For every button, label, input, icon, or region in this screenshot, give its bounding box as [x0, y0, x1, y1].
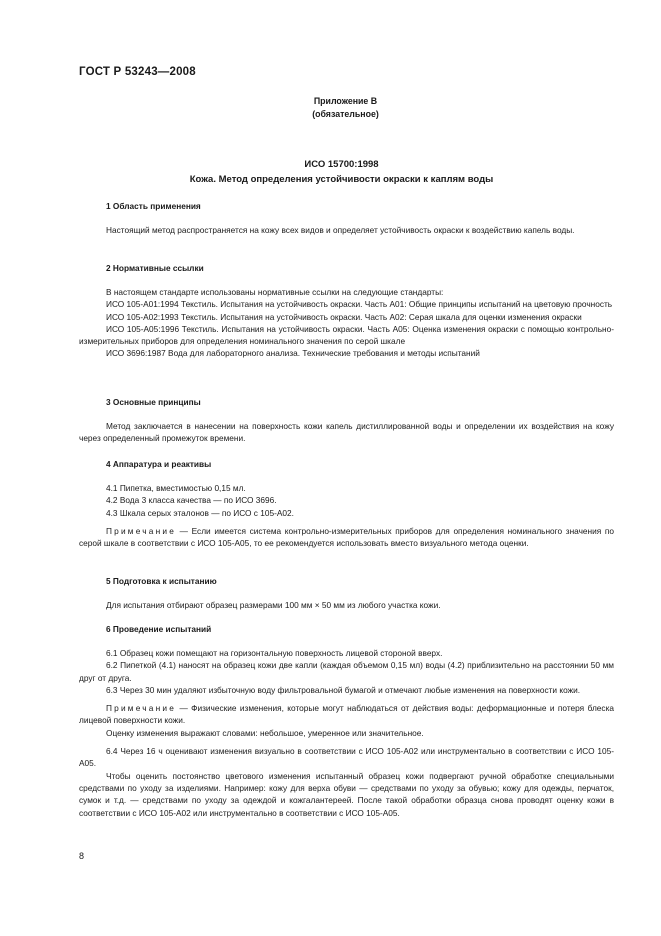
section-3-body — [79, 420, 614, 445]
section-2-heading: 2 Нормативные ссылки — [106, 263, 204, 273]
reference-item: ИСО 105-А01:1994 Текстиль. Испытания на устойчивость окраски. Часть А01: Общие принципы испытаний на цветовую прочность — [106, 299, 613, 310]
section-1-body — [79, 224, 614, 236]
section-2-body — [79, 286, 614, 360]
standard-code: ГОСТ Р 53243—2008 — [79, 66, 196, 78]
document-title: Кожа. Метод определения устойчивости окраски к каплям воды — [189, 174, 494, 185]
note-text: — Если имеется система контрольно-измерительных приборов для определения номинального значения по серой шкале в соответствии с ИСО 105-А05, то ее рекомендуется использовать вместо визуального метода оценки. — [79, 525, 614, 549]
annex-type: (обязательное) — [312, 109, 379, 119]
equipment-item: 4.2 Вода 3 класса качества — по ИСО 3696. — [106, 495, 277, 506]
note-text: — Физические изменения, которые могут наблюдаться от действия воды: деформационные и потеря блеска лицевой поверхности кожи. — [79, 703, 614, 726]
evaluation-paragraph: Оценку изменения выражают словами: небольшое, умеренное или значительное. — [106, 727, 424, 738]
section-5-body — [79, 599, 614, 611]
annex-title: Приложение В — [313, 96, 378, 106]
section-4-body — [79, 482, 614, 549]
reference-item: ИСО 105-А05:1996 Текстиль. Испытания на устойчивость окраски. Часть А05: Оценка изменения окраски с помощью контрольно-измерительных приборов для определения номинального значения по серой шкале — [79, 323, 614, 347]
procedure-item: 6.3 Через 30 мин удаляют избыточную воду фильтровальной бумагой и отмечают любые изменения на поверхности кожи. — [106, 684, 581, 695]
section-3-heading: 3 Основные принципы — [106, 397, 201, 407]
procedure-item: 6.1 Образец кожи помещают на горизонтальную поверхность лицевой стороной вверх. — [106, 648, 443, 658]
section-4-heading: 4 Аппаратура и реактивы — [106, 459, 212, 469]
procedure-item: 6.4 Через 16 ч оценивают изменения визуально в соответствии с ИСО 105-А02 или инструментально в соответствии с ИСО 105-А05. — [79, 746, 614, 769]
section-1-paragraph: Настоящий метод распространяется на кожу всех видов и определяет устойчивость окраски к воздействию капель воды. — [106, 225, 575, 235]
page-number: 8 — [79, 851, 85, 861]
iso-code: ИСО 15700:1998 — [304, 159, 379, 170]
section-6-heading: 6 Проведение испытаний — [106, 624, 212, 634]
section-5-paragraph: Для испытания отбирают образец размерами 100 мм × 50 мм из любого участка кожи. — [106, 600, 441, 610]
reference-item: ИСО 3696:1987 Вода для лабораторного анализа. Технические требования и методы испытаний — [106, 348, 480, 359]
section-1-heading: 1 Область применения — [106, 201, 201, 211]
section-5-heading: 5 Подготовка к испытанию — [106, 576, 217, 586]
section-2-intro: В настоящем стандарте использованы нормативные ссылки на следующие стандарты: — [106, 287, 444, 297]
procedure-item: 6.2 Пипеткой (4.1) наносят на образец кожи две капли (каждая объемом 0,15 мл) воды (4.2) приблизительно на расстоянии 50 мм друг от друга. — [79, 660, 614, 683]
note-label: Примечание — [106, 525, 177, 536]
section-6-final-paragraph: Чтобы оценить постоянство цветового изменения испытанный образец кожи подвергают ручной обработке специальными средствами по уходу за изделиями. Например: кожу для верха обуви — средствами по уходу за обувью; кожу для одежды, перчаток, сумок и т.д. — средствами по уходу за одеждой и кожгалантереей. После такой обработки образца снова проводят оценку кожи в соответствии с ИСО 105-А02 или инструментально в соответствии с ИСО 105-А05. — [79, 770, 614, 818]
equipment-item: 4.3 Шкала серых эталонов — по ИСО с 105-А02. — [106, 507, 294, 518]
equipment-item: 4.1 Пипетка, вместимостью 0,15 мл. — [106, 483, 246, 493]
section-6-note — [79, 702, 614, 727]
section-6-body — [79, 647, 614, 819]
note-label: Примечание — [106, 703, 177, 714]
section-4-note — [79, 525, 614, 550]
reference-item: ИСО 105-А02:1993 Текстиль. Испытания на устойчивость окраски. Часть А02: Серая шкала для оценки изменения окраски — [106, 311, 582, 322]
section-3-paragraph: Метод заключается в нанесении на поверхность кожи капель дистиллированной воды и определении их воздействия на кожу через определенный промежуток времени. — [79, 421, 614, 444]
